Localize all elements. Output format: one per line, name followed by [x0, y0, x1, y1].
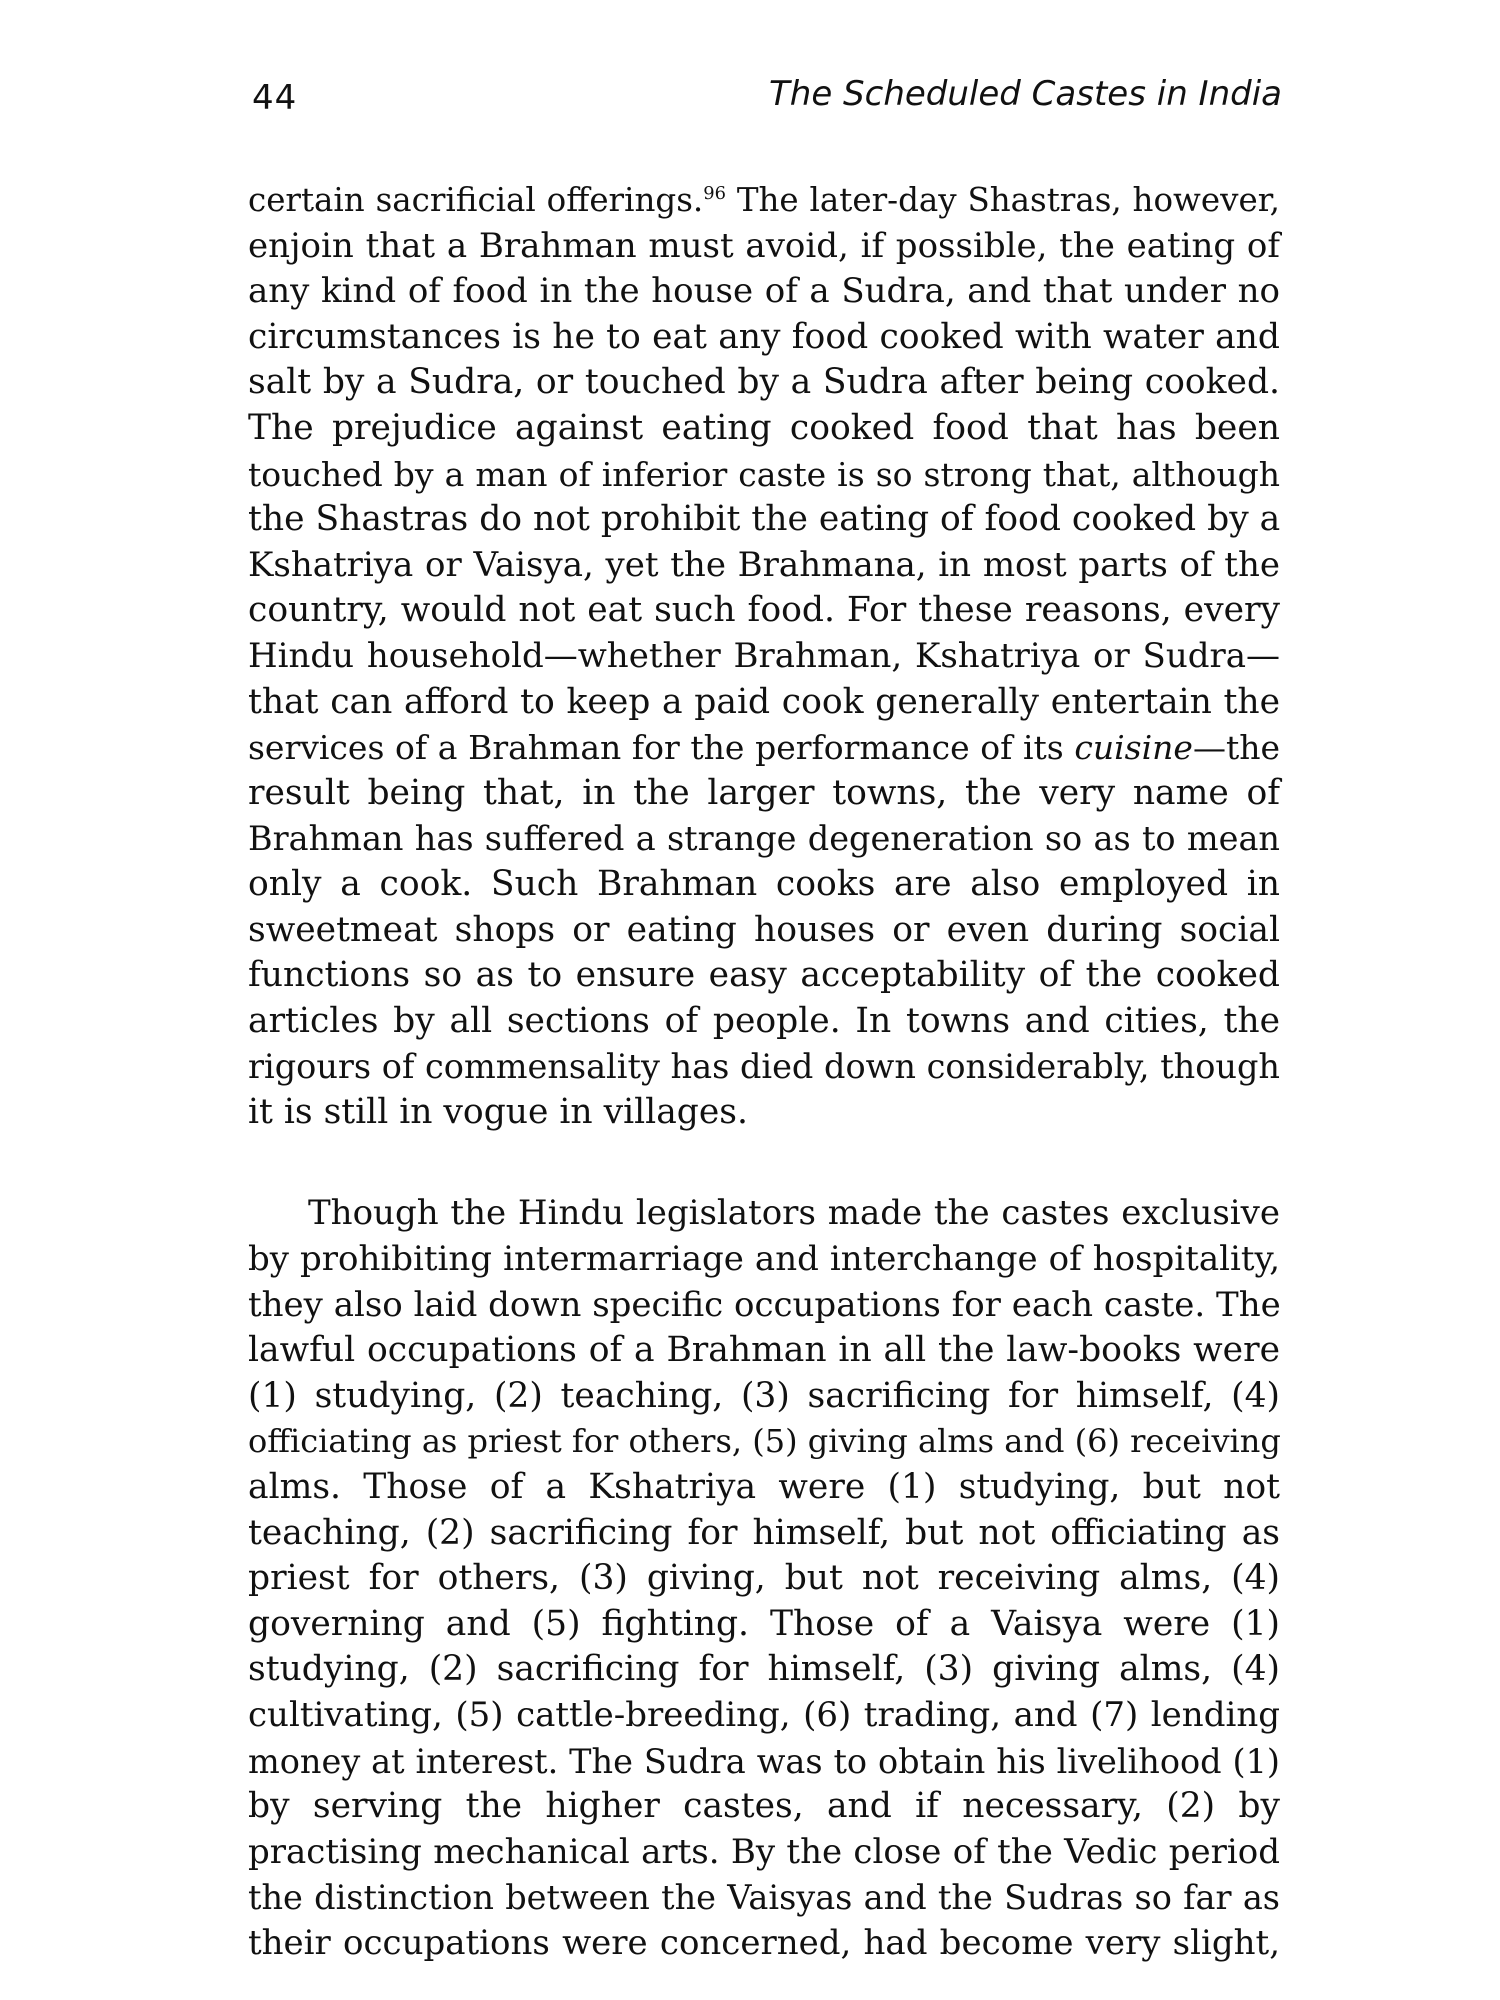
- text-line: governing and (5) fighting. Those of a Vaisya were (1): [248, 1603, 1280, 1644]
- text-line: Brahman has suffered a strange degeneration so as to mean: [248, 819, 1280, 859]
- text-line: Kshatriya or Vaisya, yet the Brahmana, in most parts of the: [248, 544, 1280, 585]
- text-line: priest for others, (3) giving, but not receiving alms, (4): [248, 1558, 1280, 1599]
- text-line: officiating as priest for others, (5) giving alms and (6) receiving: [248, 1422, 1281, 1461]
- text-line: touched by a man of inferior caste is so strong that, although: [248, 454, 1280, 494]
- running-title: The Scheduled Castes in India: [769, 74, 1282, 114]
- text-line: cultivating, (5) cattle-breeding, (6) trading, and (7) lending: [248, 1695, 1280, 1735]
- text-line: Hindu household—whether Brahman, Kshatriya or Sudra—: [248, 635, 1280, 676]
- text-line: the Shastras do not prohibit the eating of food cooked by a: [248, 499, 1281, 540]
- text-line: teaching, (2) sacrificing for himself, but not officiating as: [248, 1512, 1280, 1553]
- text-line: Though the Hindu legislators made the castes exclusive: [308, 1193, 1280, 1234]
- text-line: alms. Those of a Kshatriya were (1) studying, but not: [248, 1467, 1280, 1508]
- text-line: practising mechanical arts. By the close of the Vedic period: [248, 1831, 1280, 1872]
- text-line: (1) studying, (2) teaching, (3) sacrificing for himself, (4): [248, 1375, 1280, 1416]
- text-line: services of a Brahman for the performance of its cuisine—the: [248, 728, 1280, 768]
- italic-term: cuisine: [1074, 728, 1193, 768]
- paragraph-gap: [248, 1135, 1280, 1191]
- text-line: the distinction between the Vaisyas and the Sudras so far as: [248, 1878, 1280, 1918]
- text-line: country, would not eat such food. For these reasons, every: [248, 590, 1280, 631]
- text-line: they also laid down specific occupations for each caste. The: [248, 1284, 1281, 1325]
- body-text: [248, 178, 1280, 1967]
- text-line: their occupations were concerned, had become very slight,: [248, 1922, 1280, 1963]
- text-line: lawful occupations of a Brahman in all the law-books were: [248, 1330, 1280, 1371]
- text-line: certain sacrificial offerings.$^{96}$ The later-day Shastras, however,: [248, 181, 1280, 219]
- text-line: rigours of commensality has died down considerably, though: [248, 1047, 1280, 1087]
- text-line: enjoin that a Brahman must avoid, if possible, the eating of: [248, 225, 1280, 266]
- text-line: salt by a Sudra, or touched by a Sudra after being cooked.: [248, 362, 1280, 403]
- text-line: any kind of food in the house of a Sudra, and that under no: [248, 271, 1280, 312]
- text-line: it is still in vogue in villages.: [248, 1091, 748, 1132]
- paragraph-1: [248, 178, 1280, 1135]
- text-line: that can afford to keep a paid cook generally entertain the: [248, 681, 1280, 722]
- footnote-marker: 96: [703, 183, 726, 205]
- page-number: 44: [252, 78, 298, 118]
- text-line: by prohibiting intermarriage and interchange of hospitality,: [248, 1239, 1280, 1280]
- text-line: sweetmeat shops or eating houses or even during social: [248, 909, 1280, 950]
- text-line: The prejudice against eating cooked food that has been: [248, 407, 1280, 448]
- text-line: circumstances is he to eat any food cooked with water and: [248, 316, 1280, 357]
- text-line: studying, (2) sacrificing for himself, (3) giving alms, (4): [248, 1649, 1280, 1690]
- text-line: by serving the higher castes, and if necessary, (2) by: [248, 1786, 1280, 1827]
- text-line: money at interest. The Sudra was to obtain his livelihood (1): [248, 1741, 1280, 1781]
- text-line: functions so as to ensure easy acceptability of the cooked: [248, 955, 1280, 996]
- text-line: articles by all sections of people. In towns and cities, the: [248, 1000, 1280, 1041]
- paragraph-2: [248, 1191, 1280, 1966]
- text-line: only a cook. Such Brahman cooks are also employed in: [248, 863, 1280, 904]
- text-line: result being that, in the larger towns, the very name of: [248, 772, 1280, 813]
